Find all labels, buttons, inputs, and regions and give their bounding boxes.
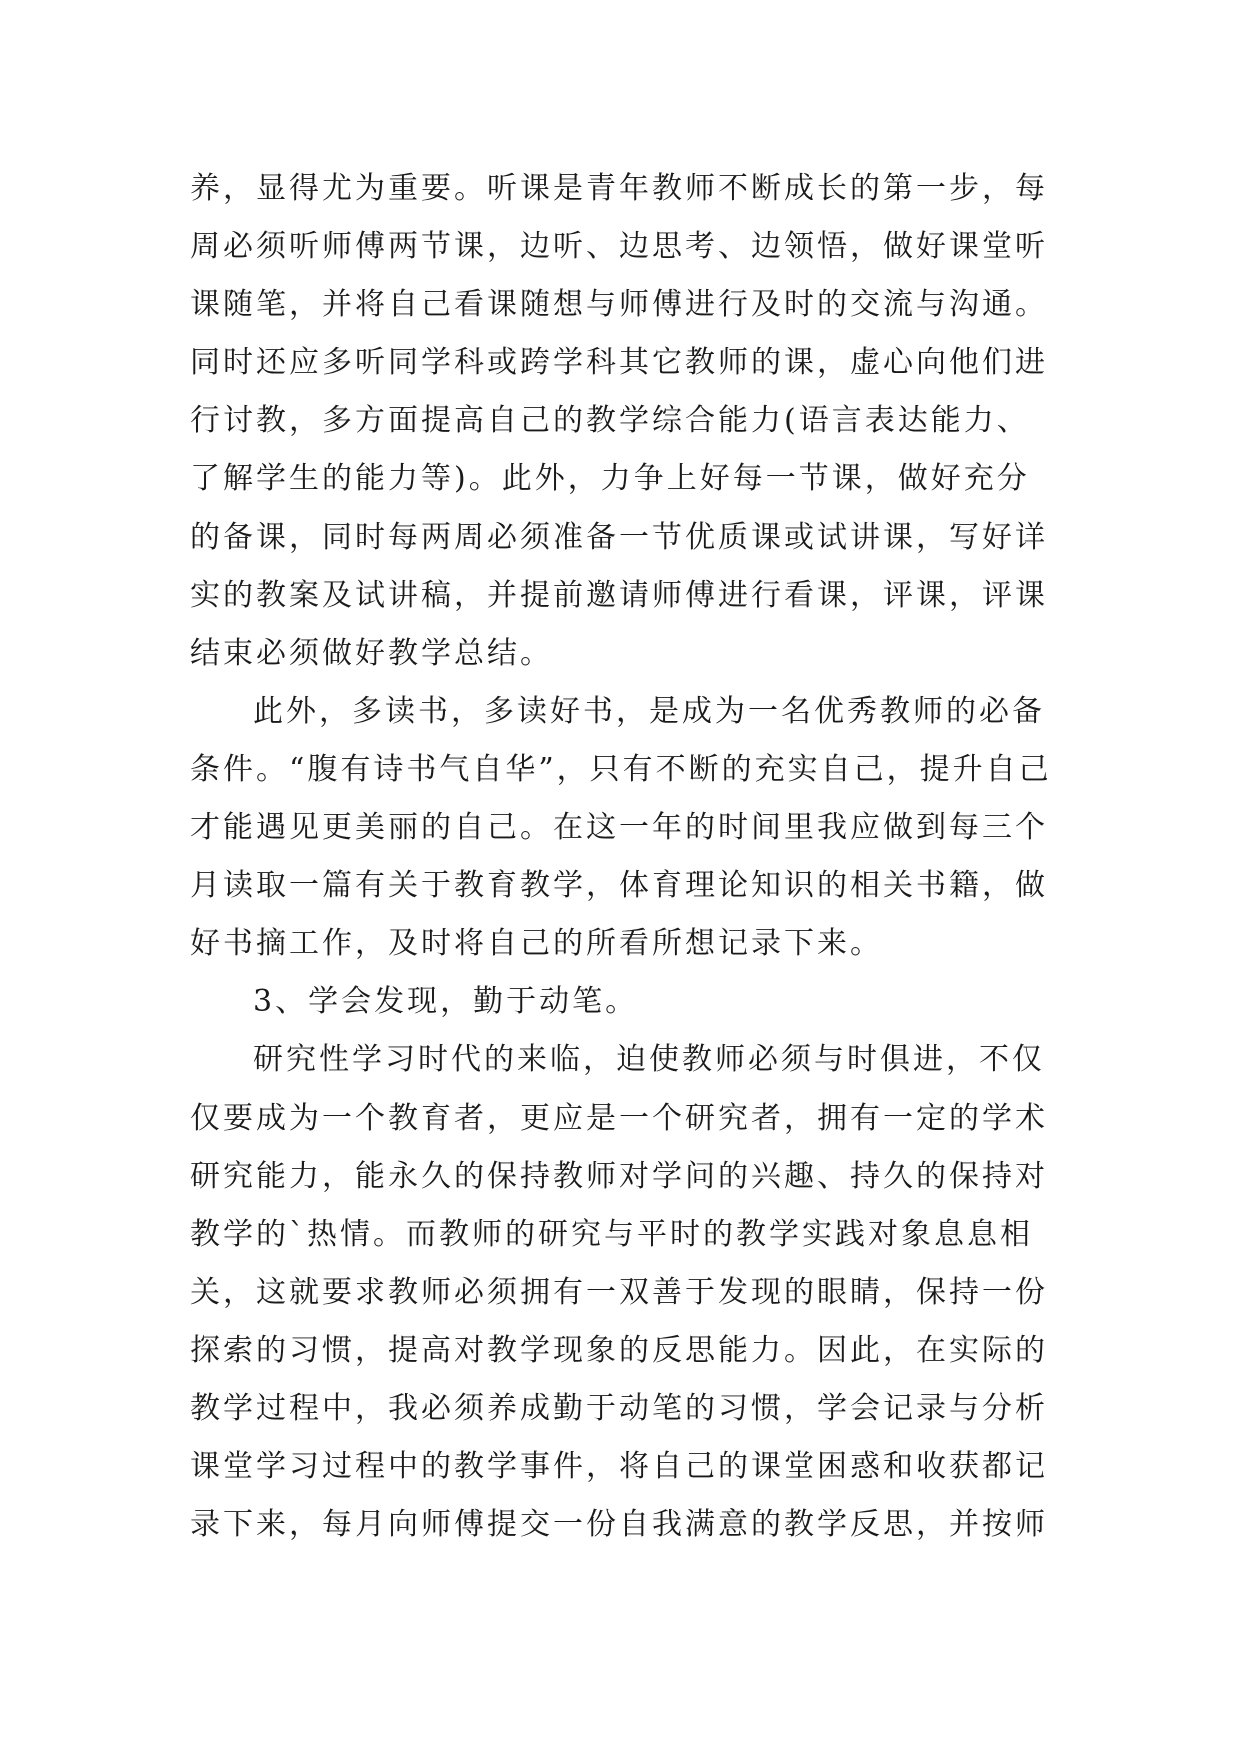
text-line: 条件。“腹有诗书气自华”，只有不断的充实自己，提升自己 — [190, 751, 1052, 787]
text-line: 教学的`热情。而教师的研究与平时的教学实践对象息息相 — [190, 1216, 1033, 1252]
text-line: 才能遇见更美丽的自己。在这一年的时间里我应做到每三个 — [190, 810, 1048, 846]
text-line: 月读取一篇有关于教育教学，体育理论知识的相关书籍，做 — [190, 868, 1048, 904]
text-line: 教学过程中，我必须养成勤于动笔的习惯，学会记录与分析 — [190, 1390, 1048, 1426]
section-heading: 3、学会发现，勤于动笔。 — [253, 984, 639, 1020]
text-line: 了解学生的能力等)。此外，力争上好每一节课，做好充分 — [190, 461, 1030, 497]
text-line: 探索的习惯，提高对教学现象的反思能力。因此，在实际的 — [190, 1332, 1048, 1368]
text-line: 研究能力，能永久的保持教师对学问的兴趣、持久的保持对 — [190, 1158, 1048, 1194]
text-line: 的备课，同时每两周必须准备一节优质课或试讲课，写好详 — [190, 519, 1048, 555]
text-line: 周必须听师傅两节课，边听、边思考、边领悟，做好课堂听 — [190, 229, 1048, 265]
paragraph-start-line: 研究性学习时代的来临，迫使教师必须与时俱进，不仅 — [253, 1042, 1045, 1078]
text-line: 结束必须做好教学总结。 — [190, 635, 553, 671]
paragraph-start-line: 此外，多读书，多读好书，是成为一名优秀教师的必备 — [253, 693, 1045, 729]
text-line: 关，这就要求教师必须拥有一双善于发现的眼睛，保持一份 — [190, 1274, 1048, 1310]
text-line: 录下来，每月向师傅提交一份自我满意的教学反思，并按师 — [190, 1507, 1048, 1543]
text-line: 仅要成为一个教育者，更应是一个研究者，拥有一定的学术 — [190, 1100, 1048, 1136]
text-line: 养，显得尤为重要。听课是青年教师不断成长的第一步，每 — [190, 171, 1048, 206]
text-line: 同时还应多听同学科或跨学科其它教师的课，虚心向他们进 — [190, 345, 1048, 381]
body-text — [190, 160, 1090, 1554]
text-line: 课随笔，并将自己看课随想与师傅进行及时的交流与沟通。 — [190, 287, 1048, 323]
text-line: 行讨教，多方面提高自己的教学综合能力(语言表达能力、 — [190, 403, 1030, 439]
text-line: 课堂学习过程中的教学事件，将自己的课堂困惑和收获都记 — [190, 1449, 1048, 1485]
text-line: 实的教案及试讲稿，并提前邀请师傅进行看课，评课，评课 — [190, 577, 1048, 613]
text-line: 好书摘工作，及时将自己的所看所想记录下来。 — [190, 926, 883, 962]
